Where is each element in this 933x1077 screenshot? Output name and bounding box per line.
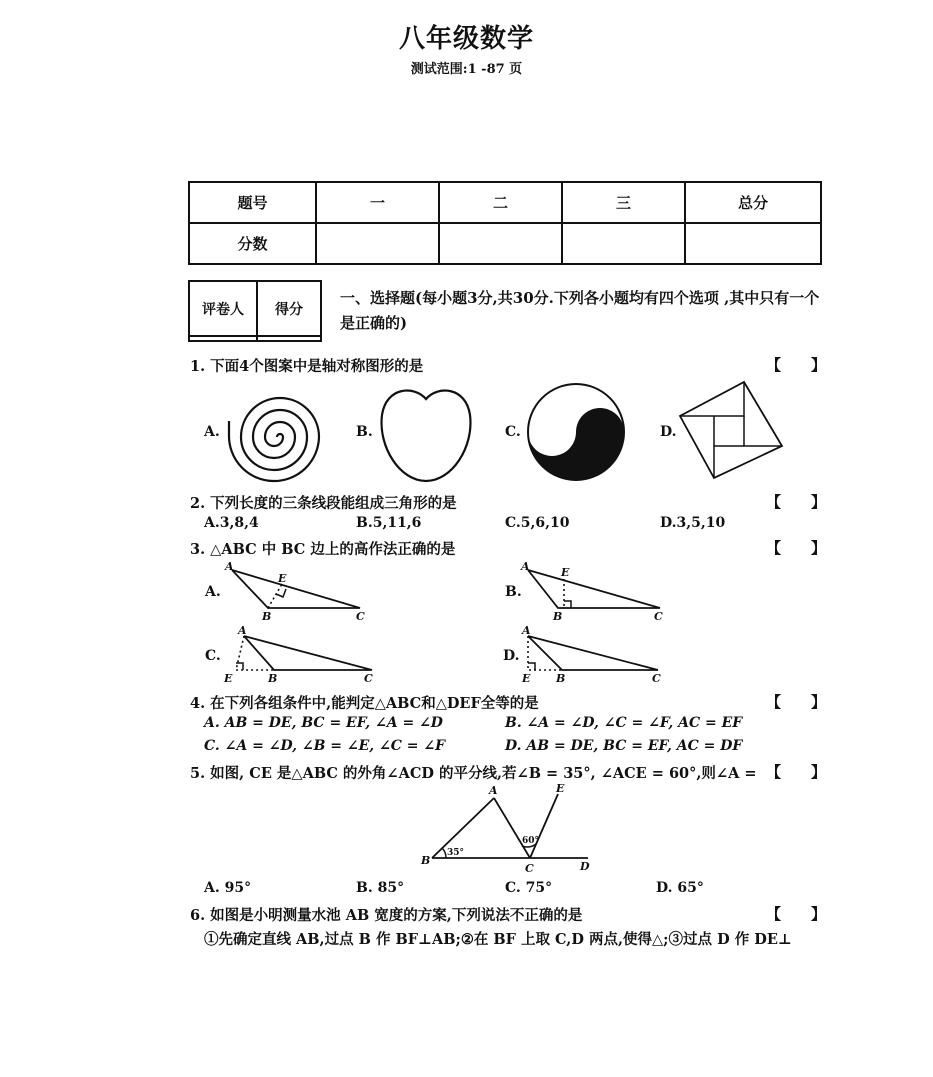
- svg-text:A: A: [521, 560, 530, 573]
- option-label: B.: [505, 584, 522, 600]
- triangle-height-figure-c: [218, 622, 388, 688]
- option-b: B.5,11,6: [356, 515, 422, 531]
- option-c: C. 75°: [505, 880, 553, 896]
- svg-text:E: E: [561, 566, 570, 579]
- option-d: D. 65°: [656, 880, 704, 896]
- grader-blank[interactable]: [189, 336, 257, 341]
- test-range: 测试范围:1 -87 页: [410, 62, 523, 77]
- score-label: 分数: [189, 223, 316, 264]
- point-d-label: D: [580, 860, 590, 873]
- svg-text:B: B: [553, 610, 563, 623]
- question-2-stem: 2. 下列长度的三条线段能组成三角形的是: [190, 495, 457, 512]
- svg-text:E: E: [278, 572, 287, 585]
- question-6-text: ①先确定直线 AB,过点 B 作 BF⊥AB;②在 BF 上取 C,D 两点,使得△;③过点 D 作 DE⊥: [204, 931, 792, 948]
- score-table-cell: 题号: [189, 182, 316, 223]
- option-label: D.: [660, 424, 677, 440]
- yin-yang-icon: [526, 382, 626, 482]
- grader-table: [188, 280, 322, 342]
- point-b-label: B: [421, 854, 431, 867]
- points-label: 得分: [257, 281, 321, 336]
- grader-label: 评卷人: [189, 281, 257, 336]
- option-label: C.: [505, 424, 521, 440]
- svg-text:B: B: [262, 610, 272, 623]
- point-e-label: E: [556, 782, 565, 795]
- option-d: D.3,5,10: [660, 515, 726, 531]
- score-table: [188, 181, 822, 265]
- angle-b-label: 35°: [447, 848, 465, 858]
- spiral-icon: [224, 382, 330, 488]
- option-d: D. AB = DE, BC = EF, AC = DF: [505, 738, 743, 754]
- answer-bracket[interactable]: 【 】: [766, 905, 827, 923]
- option-b: B. 85°: [356, 880, 405, 896]
- heart-shape-icon: [378, 385, 474, 485]
- question-3-stem: 3. △ABC 中 BC 边上的高作法正确的是: [190, 541, 456, 558]
- answer-bracket[interactable]: 【 】: [766, 493, 827, 511]
- option-b: B. ∠A = ∠D, ∠C = ∠F, AC = EF: [505, 715, 743, 731]
- score-blank[interactable]: [439, 223, 562, 264]
- points-blank[interactable]: [257, 336, 321, 341]
- triangle-height-figure-b: [518, 558, 678, 624]
- angle-c-label: 60°: [522, 836, 540, 846]
- option-label: C.: [205, 648, 221, 664]
- option-label: A.: [205, 584, 221, 600]
- svg-text:B: B: [268, 672, 278, 685]
- svg-text:C: C: [356, 610, 365, 623]
- option-c: C.5,6,10: [505, 515, 570, 531]
- score-table-score-row: [189, 223, 821, 264]
- section-heading: 一、选择题(每小题3分,共30分.下列各小题均有四个选项 ,其中只有一个是正确的): [340, 289, 820, 332]
- svg-text:A: A: [225, 560, 234, 573]
- score-blank[interactable]: [685, 223, 821, 264]
- svg-text:E: E: [224, 672, 233, 685]
- svg-text:C: C: [654, 610, 663, 623]
- exterior-angle-figure: [418, 780, 598, 876]
- square-pinwheel-icon: [676, 380, 786, 480]
- question-5-stem: 5. 如图, CE 是△ABC 的外角∠ACD 的平分线,若∠B = 35°, ∠ACE = 60°,则∠A =: [190, 765, 757, 782]
- score-table-header-row: [189, 182, 821, 223]
- question-6-stem: 6. 如图是小明测量水池 AB 宽度的方案,下列说法不正确的是: [190, 907, 583, 924]
- score-table-cell: 一: [316, 182, 439, 223]
- svg-text:B: B: [556, 672, 566, 685]
- answer-bracket[interactable]: 【 】: [766, 693, 827, 711]
- svg-text:A: A: [522, 624, 531, 637]
- score-table-cell: 总分: [685, 182, 821, 223]
- svg-text:C: C: [364, 672, 373, 685]
- answer-bracket[interactable]: 【 】: [766, 356, 827, 374]
- score-table-cell: 二: [439, 182, 562, 223]
- answer-bracket[interactable]: 【 】: [766, 539, 827, 557]
- page-title: 八年级数学: [398, 24, 534, 54]
- option-c: C. ∠A = ∠D, ∠B = ∠E, ∠C = ∠F: [204, 738, 446, 754]
- svg-text:C: C: [652, 672, 661, 685]
- option-a: A.3,8,4: [204, 515, 259, 531]
- question-4-stem: 4. 在下列各组条件中,能判定△ABC和△DEF全等的是: [190, 695, 539, 712]
- question-1-stem: 1. 下面4个图案中是轴对称图形的是: [190, 358, 424, 375]
- answer-bracket[interactable]: 【 】: [766, 763, 827, 781]
- triangle-height-figure-a: [220, 558, 380, 624]
- score-blank[interactable]: [562, 223, 685, 264]
- score-table-cell: 三: [562, 182, 685, 223]
- option-label: B.: [356, 424, 373, 440]
- option-a: A. 95°: [204, 880, 252, 896]
- score-blank[interactable]: [316, 223, 439, 264]
- option-label: D.: [503, 648, 520, 664]
- point-c-label: C: [525, 862, 534, 875]
- point-a-label: A: [489, 784, 498, 797]
- triangle-height-figure-d: [516, 622, 676, 688]
- option-label: A.: [204, 424, 220, 440]
- svg-text:E: E: [522, 672, 531, 685]
- svg-text:A: A: [238, 624, 247, 637]
- option-a: A. AB = DE, BC = EF, ∠A = ∠D: [204, 715, 443, 731]
